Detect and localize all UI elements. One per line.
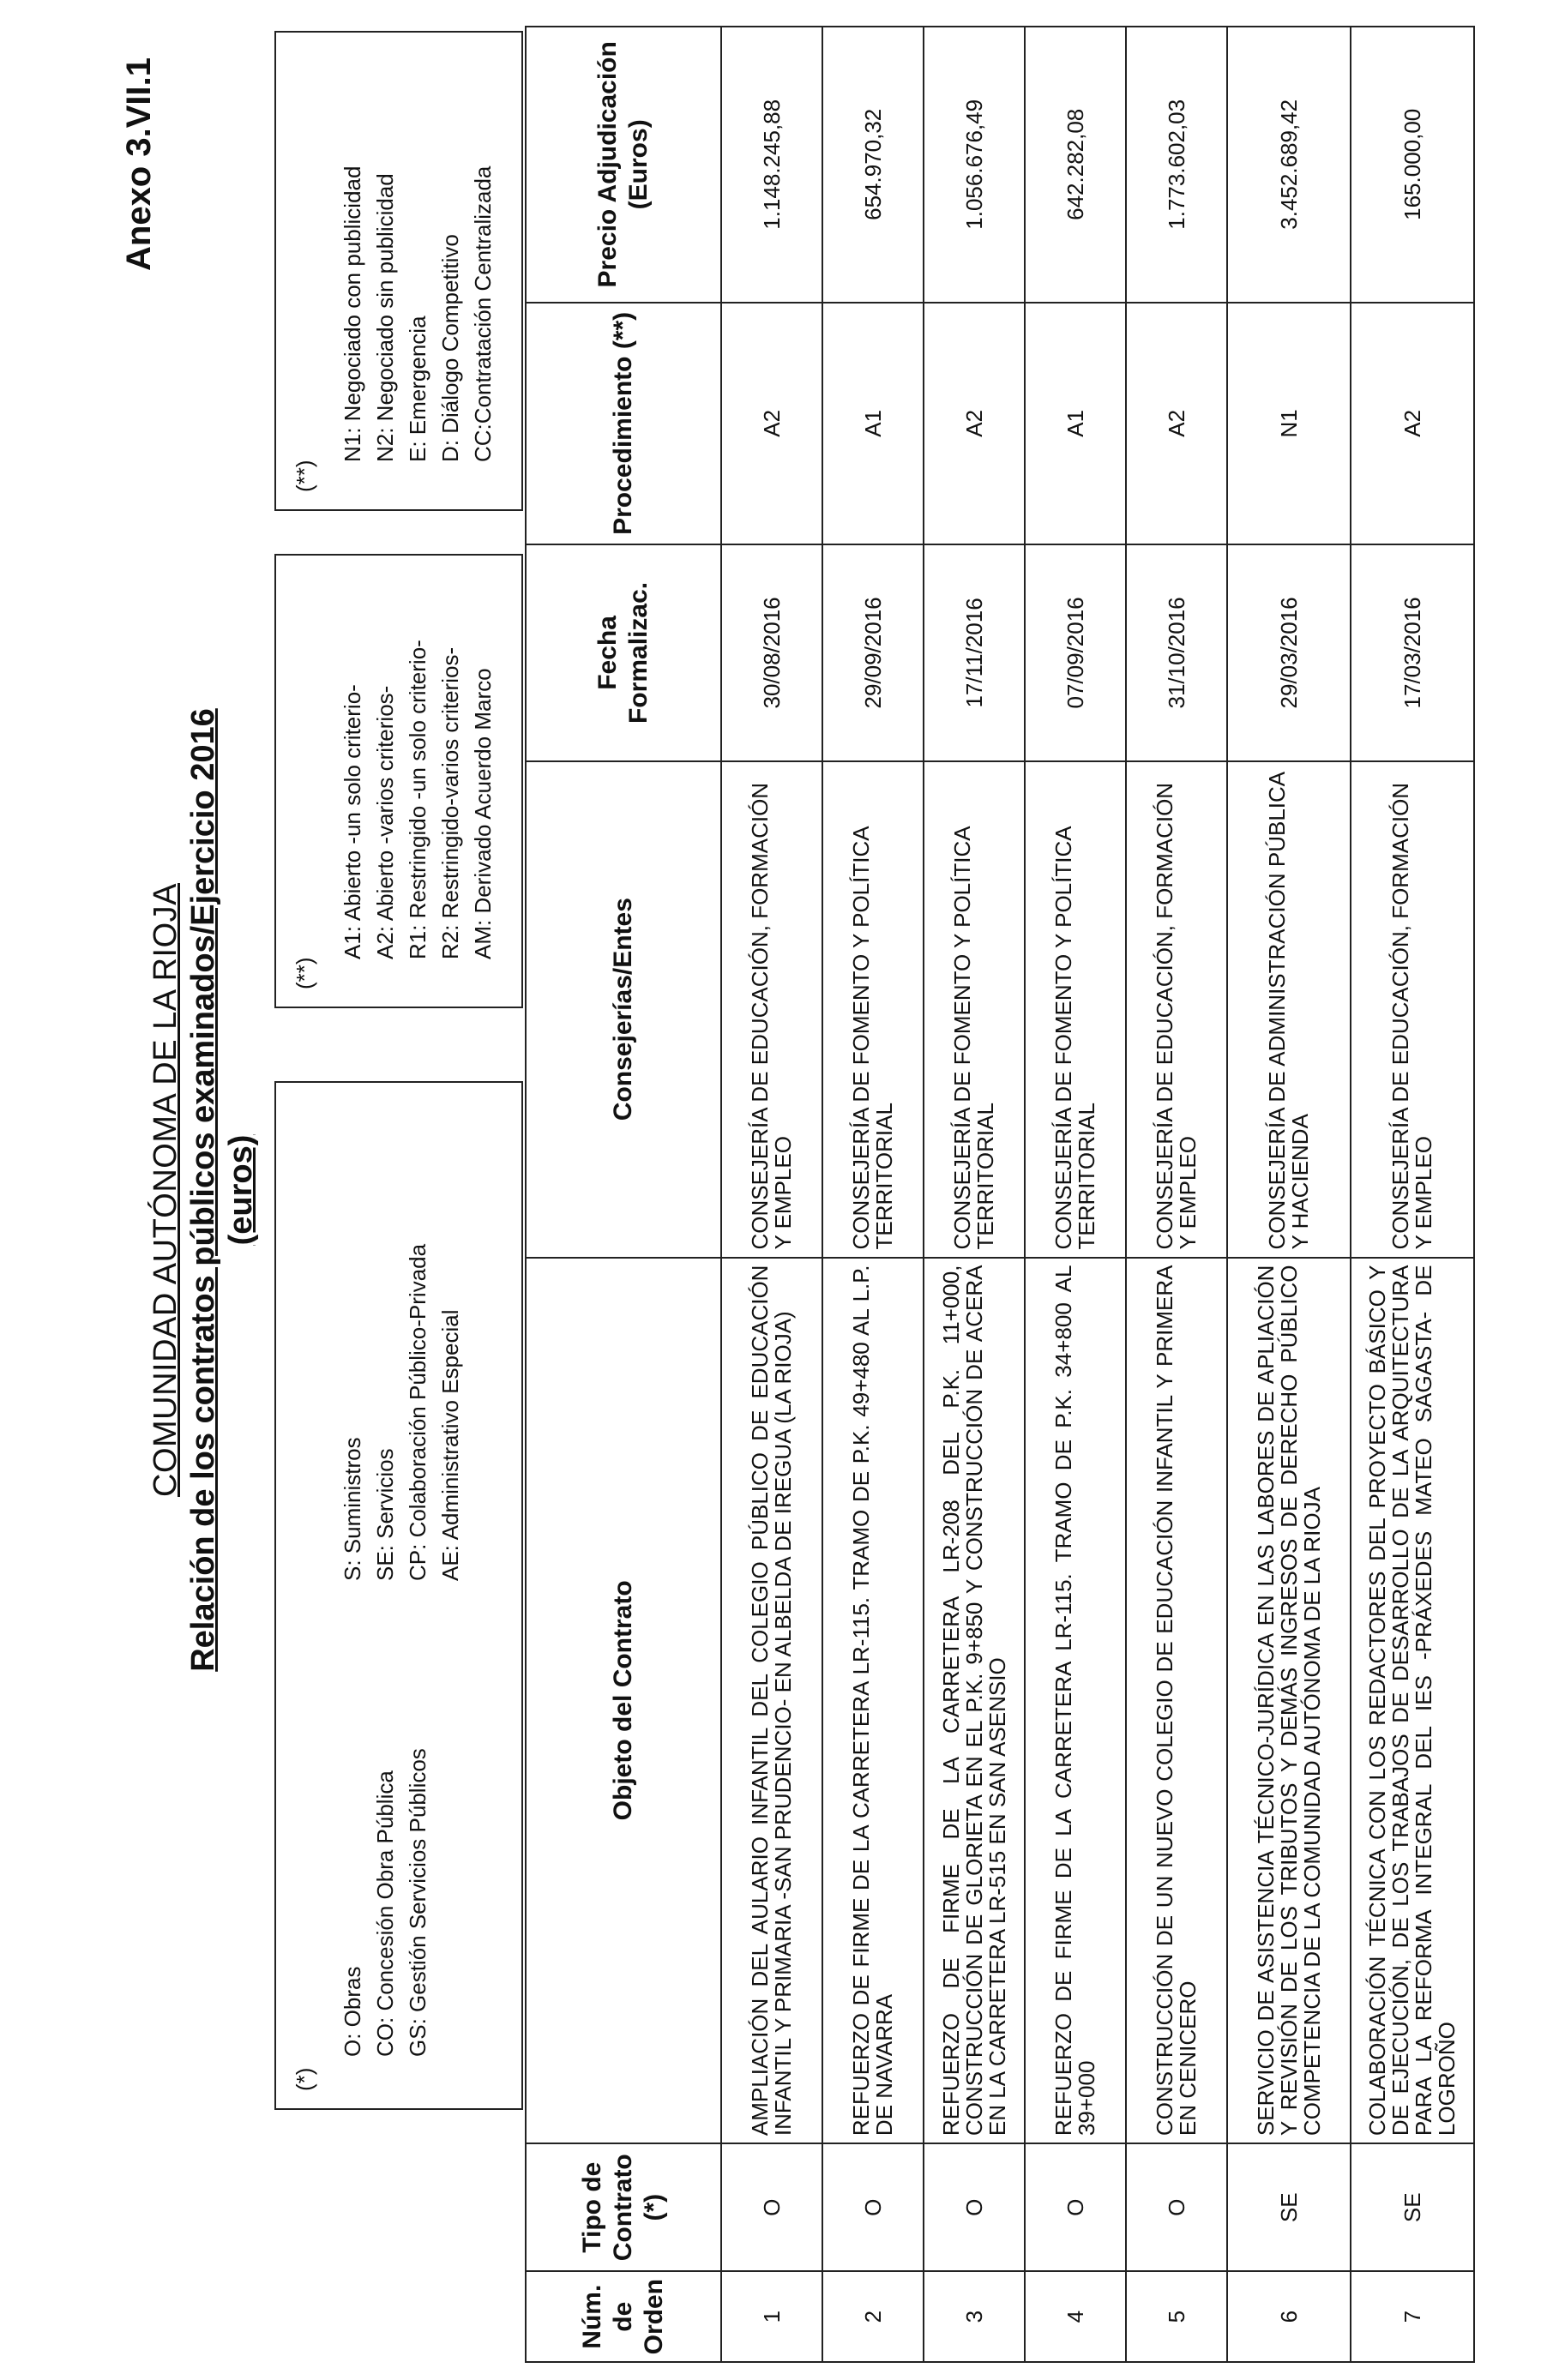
document-title: COMUNIDAD AUTÓNOMA DE LA RIOJA (147, 883, 184, 1497)
legend-contract-type (274, 1081, 523, 2110)
cell-precio: 654.970,32 (822, 27, 924, 303)
header-proc: Procedimiento (**) (526, 303, 721, 545)
cell-precio: 1.056.676,49 (924, 27, 1025, 303)
legend-procedure-open (274, 554, 523, 1008)
legend-mark: (*) (292, 2067, 317, 2091)
legend-item: AM: Derivado Acuerdo Marco (470, 668, 496, 959)
legend-procedure-other (274, 31, 523, 511)
cell-fecha: 29/09/2016 (822, 544, 924, 761)
header-fecha: Fecha Formalizac. (526, 544, 721, 761)
units-label: (euros) (223, 1134, 259, 1246)
cell-objeto: REFUERZO DE FIRME DE LA CARRETERA LR-115. TRAMO DE P.K. 49+480 AL L.P. DE NAVARRA (822, 1258, 924, 2144)
table-row (822, 27, 924, 2362)
cell-objeto: CONSTRUCCIÓN DE UN NUEVO COLEGIO DE EDUCACIÓN INFANTIL Y PRIMERA EN CENICERO (1126, 1258, 1227, 2144)
cell-tipo: O (721, 2143, 822, 2271)
legend-item: CP: Colaboración Público-Privada (405, 1243, 430, 1581)
header-num: Núm. de Orden (526, 2271, 721, 2362)
legend-item: CC:Contratación Centralizada (470, 165, 496, 462)
cell-ente: CONSEJERÍA DE FOMENTO Y POLÍTICA TERRITORIAL (822, 761, 924, 1258)
header-tipo: Tipo de Contrato (*) (526, 2143, 721, 2271)
cell-ente: CONSEJERÍA DE EDUCACIÓN, FORMACIÓN Y EMPLEO (721, 761, 822, 1258)
document-subtitle: Relación de los contratos públicos examinados/Ejercicio 2016 (185, 708, 221, 1672)
legend-column (336, 1244, 466, 1581)
legend-item: A1: Abierto -un solo criterio- (340, 684, 365, 959)
cell-num: 1 (721, 2271, 822, 2362)
cell-proc: A2 (1126, 303, 1227, 545)
cell-precio: 3.452.689,42 (1227, 27, 1351, 303)
legend-item: N2: Negociado sin publicidad (372, 173, 398, 462)
cell-ente: CONSEJERÍA DE EDUCACIÓN, FORMACIÓN Y EMPLEO (1351, 761, 1474, 1258)
cell-objeto: SERVICIO DE ASISTENCIA TÉCNICO-JURÍDICA EN LAS LABORES DE APLIACIÓN Y REVISIÓN DE LOS TRIBUTOS Y DEMÁS INGRESOS DE DERECHO PÚBLICO COMPETENCIA DE LA COMUNIDAD AUTÓNOMA DE LA RIOJA (1227, 1258, 1351, 2144)
legend-item: A2: Abierto -varios criterios- (372, 685, 398, 959)
header-ente: Consejerías/Entes (526, 761, 721, 1258)
cell-ente: CONSEJERÍA DE ADMINISTRACIÓN PÚBLICA Y HACIENDA (1227, 761, 1351, 1258)
cell-num: 3 (924, 2271, 1025, 2362)
cell-fecha: 07/09/2016 (1025, 544, 1126, 761)
cell-fecha: 17/11/2016 (924, 544, 1025, 761)
cell-tipo: O (822, 2143, 924, 2271)
legend-item: S: Suministros (340, 1437, 365, 1581)
legend-item: R1: Restringido -un solo criterio- (405, 640, 430, 959)
legend-item: N1: Negociado con publicidad (340, 165, 365, 462)
cell-precio: 1.148.245,88 (721, 27, 822, 303)
cell-num: 5 (1126, 2271, 1227, 2362)
cell-proc: A1 (1025, 303, 1126, 545)
legend-item: D: Diálogo Competitivo (437, 234, 463, 462)
cell-proc: N1 (1227, 303, 1351, 545)
legend-column (336, 1748, 434, 2057)
cell-fecha: 30/08/2016 (721, 544, 822, 761)
cell-proc: A1 (822, 303, 924, 545)
table-row (1025, 27, 1126, 2362)
table-row (1227, 27, 1351, 2362)
table-row (1126, 27, 1227, 2362)
legend-item: CO: Concesión Obra Pública (372, 1770, 398, 2057)
cell-objeto: REFUERZO DE FIRME DE LA CARRETERA LR-208 DEL P.K. 11+000, CONSTRUCCIÓN DE GLORIETA EN EL P.K. 9+850 Y CONSTRUCCIÓN DE ACERA EN LA CARRETERA LR-515 EN SAN ASENSIO (924, 1258, 1025, 2144)
table-row (1351, 27, 1474, 2362)
legend-item: SE: Servicios (372, 1448, 398, 1581)
cell-precio: 1.773.602,03 (1126, 27, 1227, 303)
annex-label: Anexo 3.VII.1 (120, 57, 158, 271)
cell-precio: 642.282,08 (1025, 27, 1126, 303)
legend-items (336, 166, 499, 462)
cell-num: 4 (1025, 2271, 1126, 2362)
cell-tipo: SE (1351, 2143, 1474, 2271)
cell-proc: A2 (924, 303, 1025, 545)
cell-objeto: REFUERZO DE FIRME DE LA CARRETERA LR-115. TRAMO DE P.K. 34+800 AL 39+000 (1025, 1258, 1126, 2144)
cell-proc: A2 (721, 303, 822, 545)
cell-ente: CONSEJERÍA DE EDUCACIÓN, FORMACIÓN Y EMPLEO (1126, 761, 1227, 1258)
contracts-table (525, 26, 1475, 2363)
cell-fecha: 17/03/2016 (1351, 544, 1474, 761)
cell-ente: CONSEJERÍA DE FOMENTO Y POLÍTICA TERRITORIAL (924, 761, 1025, 1258)
cell-tipo: O (1126, 2143, 1227, 2271)
legend-items (336, 640, 499, 959)
table-row (924, 27, 1025, 2362)
legend-item: O: Obras (340, 1966, 365, 2057)
cell-num: 6 (1227, 2271, 1351, 2362)
cell-tipo: SE (1227, 2143, 1351, 2271)
cell-fecha: 31/10/2016 (1126, 544, 1227, 761)
cell-tipo: O (1025, 2143, 1126, 2271)
cell-objeto: AMPLIACIÓN DEL AULARIO INFANTIL DEL COLEGIO PÚBLICO DE EDUCACIÓN INFANTIL Y PRIMARIA -SAN PRUDENCIO- EN ALBELDA DE IREGUA (LA RIOJA) (721, 1258, 822, 2144)
cell-precio: 165.000,00 (1351, 27, 1474, 303)
cell-proc: A2 (1351, 303, 1474, 545)
legend-item: R2: Restringido-varios criterios- (437, 646, 463, 959)
legend-item: E: Emergencia (405, 316, 430, 462)
header-objeto: Objeto del Contrato (526, 1258, 721, 2144)
cell-num: 7 (1351, 2271, 1474, 2362)
table-row (721, 27, 822, 2362)
legend-mark: (**) (292, 957, 317, 989)
cell-tipo: O (924, 2143, 1025, 2271)
legend-item: AE: Administrativo Especial (437, 1309, 463, 1581)
cell-ente: CONSEJERÍA DE FOMENTO Y POLÍTICA TERRITORIAL (1025, 761, 1126, 1258)
cell-num: 2 (822, 2271, 924, 2362)
cell-objeto: COLABORACIÓN TÉCNICA CON LOS REDACTORES DEL PROYECTO BÁSICO Y DE EJECUCIÓN, DE LOS TRABAJOS DE DESARROLLO DE LA ARQUITECTURA PARA LA REFORMA INTEGRAL DEL IES -PRÁXEDES MATEO SAGASTA- DE LOGROÑO (1351, 1258, 1474, 2144)
legend-item: GS: Gestión Servicios Públicos (405, 1748, 430, 2057)
header-precio: Precio Adjudicación (Euros) (526, 27, 721, 303)
table-header-row (526, 27, 721, 2362)
legend-mark: (**) (292, 460, 317, 492)
cell-fecha: 29/03/2016 (1227, 544, 1351, 761)
